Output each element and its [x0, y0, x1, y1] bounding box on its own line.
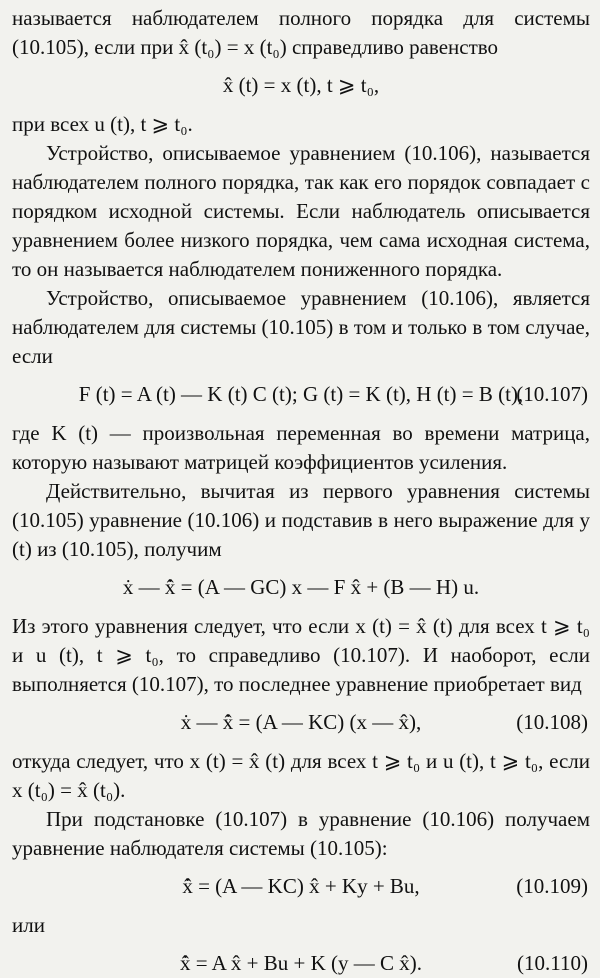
paragraph-5: где K (t) — произвольная переменная во времени матрица, которую называют матрицей коэффициентов усиления. — [12, 421, 590, 474]
equation-10-110 — [12, 949, 590, 978]
paragraph-3: Устройство, описываемое уравнением (10.106), называется наблюдателем полного порядка, так как его порядок совпадает с порядком исходной системы. Если наблюдатель описывается уравнением более низкого порядка, чем сама исходная система, то он называется наблюдателем пониженного порядка. — [12, 141, 590, 281]
equation-body: x̂̇ = A x̂ + Bu + K (y — C x̂). — [179, 951, 423, 975]
equation-equality: x̂ (t) = x (t), t ⩾ t₀, — [222, 73, 380, 97]
equation-number: (10.110) — [517, 951, 588, 975]
paragraph-10: или — [12, 913, 45, 937]
equation-body: ẋ — x̂̇ = (A — KC) (x — x̂), — [180, 710, 422, 734]
paragraph-4: Устройство, описываемое уравнением (10.106), является наблюдателем для системы (10.105) в том и только в том случае, если — [12, 286, 590, 368]
paragraph-7: Из этого уравнения следует, что если x (t) = x̂ (t) для всех t ⩾ t₀ и u (t), t ⩾ t₀, то справедливо (10.107). И наоборот, если выполняется (10.107), то последнее уравнение приобретает вид — [12, 614, 590, 696]
paragraph-9: При подстановке (10.107) в уравнение (10.106) получаем уравнение наблюдателя системы (10.105): — [12, 807, 590, 860]
equation-difference: ẋ — x̂̇ = (A — GC) x — F x̂ + (B — H) u. — [122, 575, 480, 599]
equation-number: (10.109) — [516, 874, 588, 898]
paragraph-6: Действительно, вычитая из первого уравнения системы (10.105) уравнение (10.106) и подставив в него выражение для y (t) из (10.105), получим — [12, 479, 590, 561]
equation-body: F (t) = A (t) — K (t) C (t); G (t) = K (t), H (t) = B (t), — [78, 382, 524, 406]
equation-10-107 — [12, 380, 590, 409]
equation-10-108 — [12, 708, 590, 737]
equation-number: (10.108) — [516, 710, 588, 734]
paragraph-8: откуда следует, что x (t) = x̂ (t) для всех t ⩾ t₀ и u (t), t ⩾ t₀, если x (t₀) = x̂ (t₀). — [12, 749, 590, 802]
paragraph-2: при всех u (t), t ⩾ t₀. — [12, 112, 193, 136]
paragraph-1: называется наблюдателем полного порядка для системы (10.105), если при x̂ (t₀) = x (t₀) справедливо равенство — [12, 6, 590, 59]
equation-body: x̂̇ = (A — KC) x̂ + Ky + Bu, — [182, 874, 420, 898]
equation-number: (10.107) — [516, 382, 588, 406]
equation-10-109 — [12, 872, 590, 901]
